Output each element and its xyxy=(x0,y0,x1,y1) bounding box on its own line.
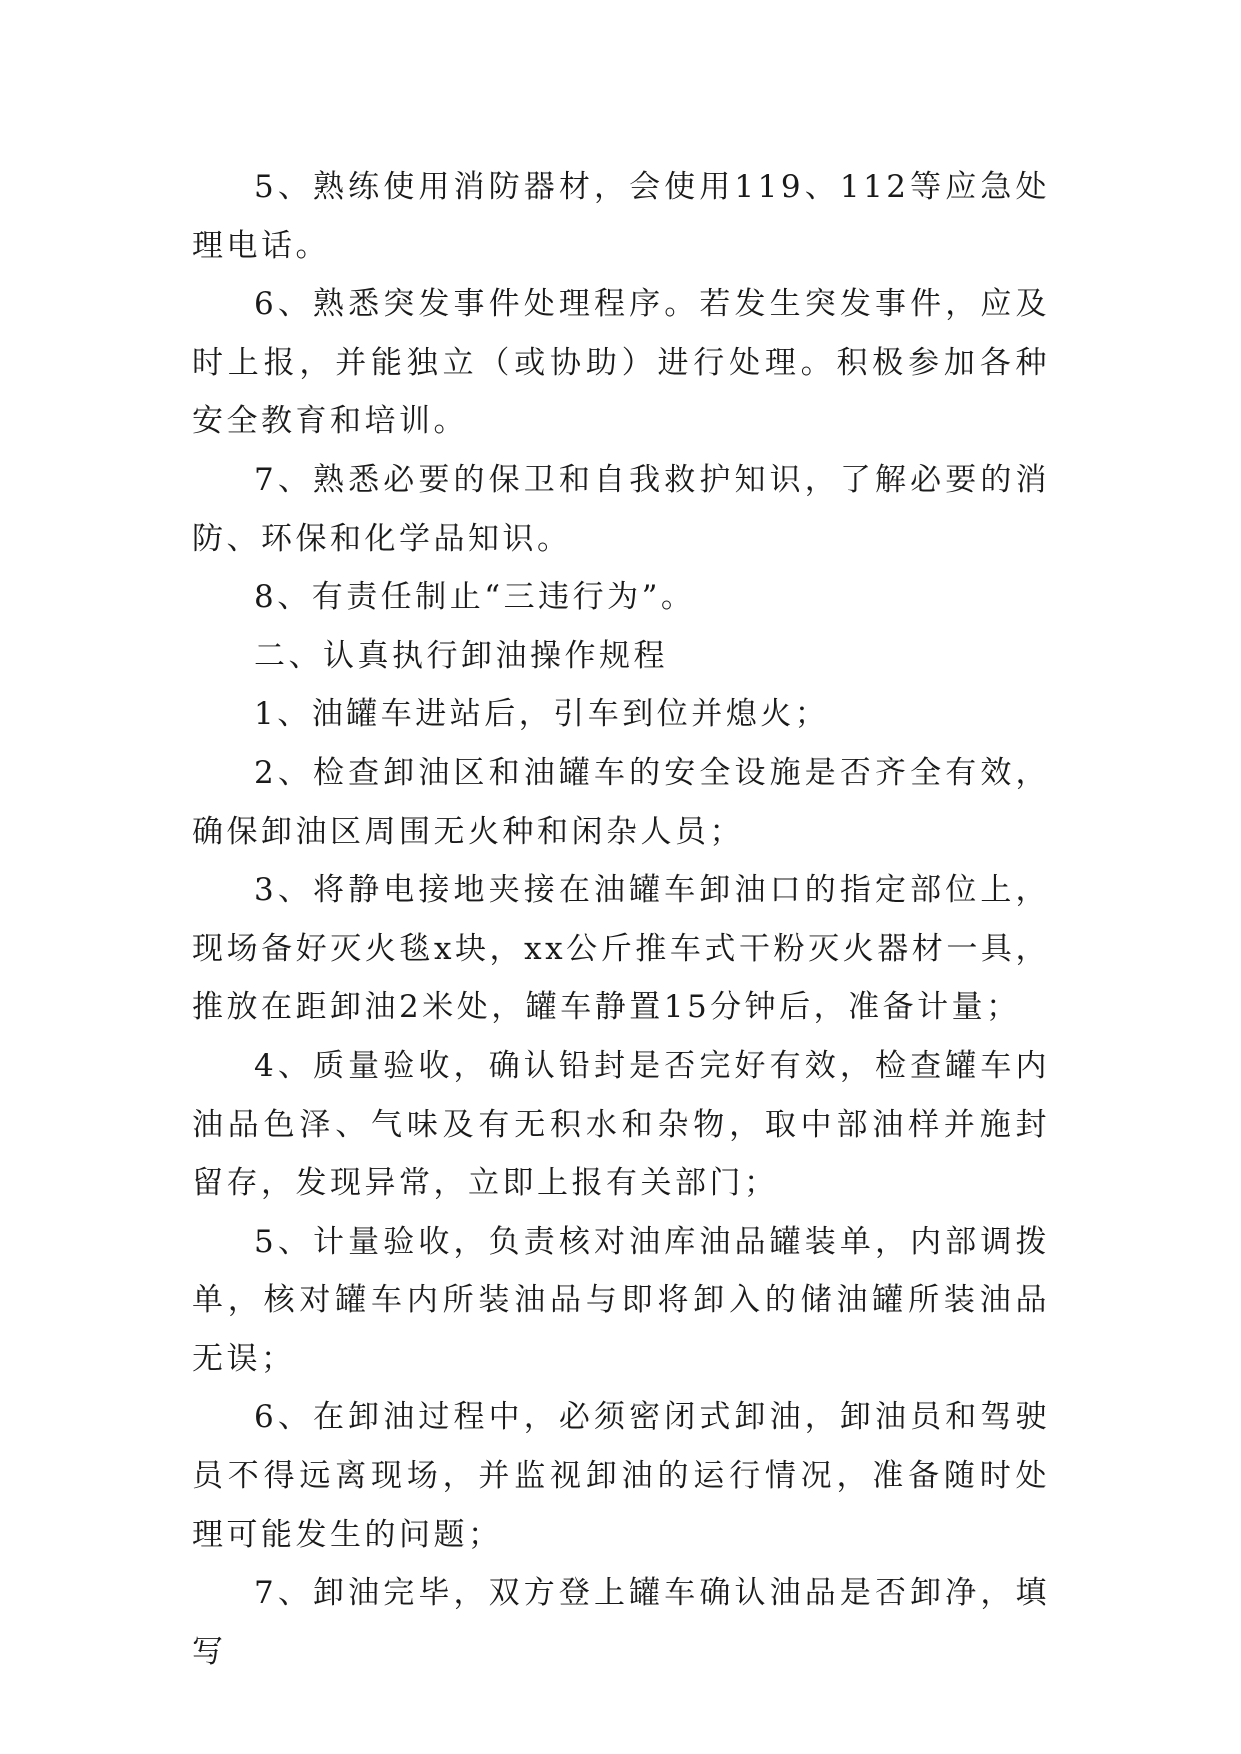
document-body xyxy=(192,158,1050,1681)
section-heading-unloading-procedure: 二、认真执行卸油操作规程 xyxy=(254,637,668,674)
paragraph-three-violations: 8、有责任制止“三违行为”。 xyxy=(254,579,696,616)
step-6-closed-unloading: 6、在卸油过程中，必须密闭式卸油，卸油员和驾驶员不得远离现场，并监视卸油的运行情况，准备随时处理可能发生的问题； xyxy=(192,1399,1050,1553)
step-5-metering-acceptance: 5、计量验收，负责核对油库油品罐装单，内部调拨单，核对罐车内所装油品与即将卸入的储油罐所装油品无误； xyxy=(192,1223,1050,1377)
step-3-static-grounding: 3、将静电接地夹接在油罐车卸油口的指定部位上，现场备好灭火毯x块，xx公斤推车式干粉灭火器材一具，推放在距卸油2米处，罐车静置15分钟后，准备计量； xyxy=(192,872,1050,1026)
paragraph-emergency-procedure: 6、熟悉突发事件处理程序。若发生突发事件，应及时上报，并能独立（或协助）进行处理。积极参加各种安全教育和培训。 xyxy=(192,286,1050,440)
step-1-tanker-arrival: 1、油罐车进站后，引车到位并熄火； xyxy=(254,696,830,733)
paragraph-fire-equipment: 5、熟练使用消防器材，会使用119、112等应急处理电话。 xyxy=(192,169,1050,264)
step-2-safety-check: 2、检查卸油区和油罐车的安全设施是否齐全有效，确保卸油区周围无火种和闲杂人员； xyxy=(192,754,1050,850)
paragraph-safety-knowledge: 7、熟悉必要的保卫和自我救护知识，了解必要的消防、环保和化学品知识。 xyxy=(192,461,1050,557)
step-7-unloading-complete: 7、卸油完毕，双方登上罐车确认油品是否卸净，填写 xyxy=(192,1575,1050,1670)
step-4-quality-acceptance: 4、质量验收，确认铅封是否完好有效，检查罐车内油品色泽、气味及有无积水和杂物，取中部油样并施封留存，发现异常，立即上报有关部门； xyxy=(192,1047,1050,1202)
